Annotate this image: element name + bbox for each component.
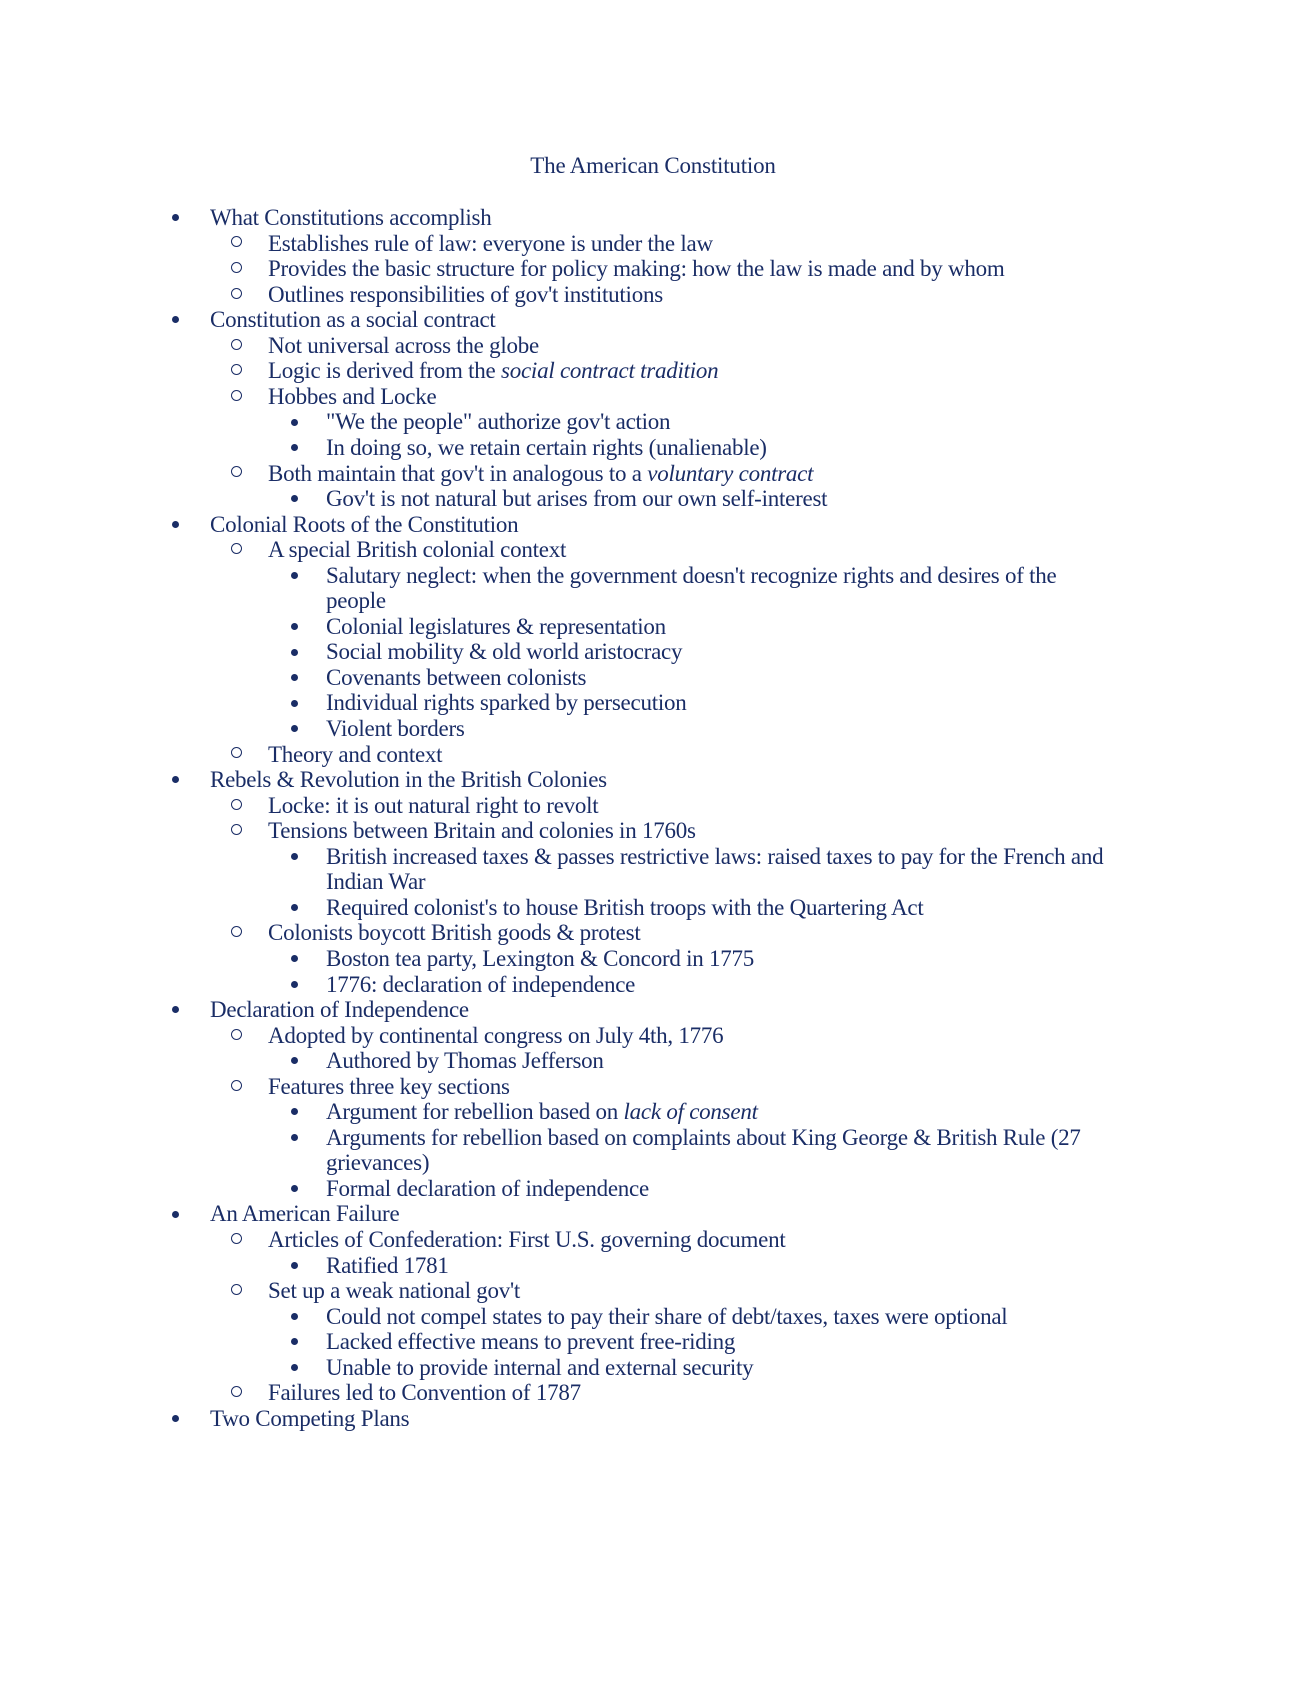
- bullet-icon: [284, 843, 304, 871]
- outline-item-plain-text: In doing so, we retain certain rights (unalienable): [326, 434, 767, 460]
- outline-item-text: [268, 1022, 723, 1050]
- outline-item-plain-text: Colonial Roots of the Constitution: [210, 511, 519, 537]
- outline-item-text: [326, 638, 682, 666]
- hollow-circle-bullet-icon: [226, 1226, 246, 1254]
- outline-item-text: [326, 971, 635, 999]
- outline-item-text: [326, 1354, 753, 1382]
- bullet-icon: [284, 613, 304, 641]
- outline-item-text: [268, 332, 539, 360]
- outline-item-plain-text: What Constitutions accomplish: [210, 205, 492, 230]
- outline-item-italic-text: lack of consent: [623, 1099, 758, 1125]
- outline-item-text: [268, 1226, 785, 1254]
- hollow-circle-bullet-icon: [226, 1379, 246, 1407]
- outline-item-text: [210, 1405, 409, 1433]
- outline-item-text: [326, 1252, 449, 1280]
- outline-item-plain-text: Outlines responsibilities of gov't institutions: [268, 281, 663, 307]
- outline-item-plain-text: An American Failure: [210, 1201, 400, 1227]
- outline-item-plain-text: grievances): [326, 1150, 430, 1176]
- bullet-icon: [165, 204, 185, 232]
- outline-item-plain-text: Establishes rule of law: everyone is under the law: [268, 230, 713, 256]
- outline-item-text: [268, 536, 566, 564]
- hollow-circle-bullet-icon: [226, 536, 246, 564]
- hollow-circle-bullet-icon: [226, 919, 246, 947]
- hollow-circle-bullet-icon: [226, 460, 246, 488]
- hollow-circle-bullet-icon: [226, 230, 246, 258]
- outline-item-text: [326, 562, 1057, 590]
- outline-item-plain-text: Formal declaration of independence: [326, 1175, 649, 1201]
- bullet-icon: [284, 1098, 304, 1126]
- outline-item-plain-text: British increased taxes & passes restrictive laws: raised taxes to pay for the French and: [326, 843, 1104, 869]
- bullet-icon: [284, 1303, 304, 1331]
- bullet-icon: [165, 996, 185, 1024]
- bullet-icon: [284, 1252, 304, 1280]
- outline-item-text: [326, 894, 923, 922]
- outline-item-plain-text: Individual rights sparked by persecution: [326, 690, 687, 716]
- outline-item-plain-text: Articles of Confederation: First U.S. governing document: [268, 1227, 786, 1252]
- outline-item-plain-text: Logic is derived from the: [268, 358, 502, 384]
- outline-item-plain-text: Lacked effective means to prevent free-riding: [326, 1329, 736, 1355]
- outline-item-text: [326, 1149, 429, 1177]
- hollow-circle-bullet-icon: [226, 281, 246, 309]
- outline-item-plain-text: Covenants between colonists: [326, 664, 587, 690]
- hollow-circle-bullet-icon: [226, 383, 246, 411]
- hollow-circle-bullet-icon: [226, 1073, 246, 1101]
- outline-item-text: [268, 281, 663, 309]
- hollow-circle-bullet-icon: [226, 1022, 246, 1050]
- outline-item-text: [326, 945, 754, 973]
- outline-item-text: [268, 230, 713, 258]
- outline-item-plain-text: Hobbes and Locke: [268, 383, 437, 409]
- outline-item-plain-text: Authored by Thomas Jefferson: [326, 1048, 604, 1074]
- bullet-icon: [165, 511, 185, 539]
- outline-item-plain-text: Colonial legislatures & representation: [326, 613, 666, 639]
- hollow-circle-bullet-icon: [226, 332, 246, 360]
- outline-item-plain-text: people: [326, 588, 386, 614]
- outline-item-plain-text: Features three key sections: [268, 1073, 510, 1099]
- bullet-icon: [284, 715, 304, 743]
- outline-item-plain-text: Locke: it is out natural right to revolt: [268, 792, 599, 818]
- outline-item-plain-text: Colonists boycott British goods & protest: [268, 920, 641, 946]
- bullet-icon: [165, 306, 185, 334]
- bullet-icon: [165, 766, 185, 794]
- outline-item-italic-text: social contract tradition: [501, 358, 719, 384]
- outline-item-plain-text: A special British colonial context: [268, 537, 567, 563]
- hollow-circle-bullet-icon: [226, 1277, 246, 1305]
- outline-item-text: [268, 741, 442, 769]
- outline-item-text: [326, 664, 586, 692]
- outline-item-text: [210, 996, 469, 1024]
- outline-item-plain-text: Argument for rebellion based on: [326, 1099, 624, 1125]
- outline-item-text: [210, 766, 607, 794]
- outline-item-text: [210, 1200, 399, 1228]
- outline-item-plain-text: Constitution as a social contract: [210, 307, 496, 333]
- outline-item-plain-text: Adopted by continental congress on July 4th, 1776: [268, 1022, 724, 1048]
- outline-item-plain-text: Salutary neglect: when the government doesn't recognize rights and desires of the: [326, 562, 1057, 588]
- bullet-icon: [284, 945, 304, 973]
- hollow-circle-bullet-icon: [226, 741, 246, 769]
- bullet-icon: [284, 1354, 304, 1382]
- outline-item-plain-text: Social mobility & old world aristocracy: [326, 639, 683, 665]
- outline-item-text: [268, 383, 436, 411]
- outline-item-text: [268, 1073, 510, 1101]
- outline-item-text: [326, 1303, 1007, 1331]
- bullet-icon: [284, 664, 304, 692]
- outline-item-text: [268, 817, 696, 845]
- bullet-icon: [284, 485, 304, 513]
- outline-item-text: [326, 1328, 735, 1356]
- bullet-icon: [284, 1175, 304, 1203]
- bullet-icon: [284, 434, 304, 462]
- outline-item-plain-text: Not universal across the globe: [268, 332, 539, 358]
- outline-item-italic-text: voluntary contract: [647, 460, 814, 486]
- outline-item-plain-text: Gov't is not natural but arises from our own self-interest: [326, 486, 828, 512]
- bullet-icon: [165, 1405, 185, 1433]
- outline-item-plain-text: Boston tea party, Lexington & Concord in 1775: [326, 945, 755, 971]
- outline-item-plain-text: 1776: declaration of independence: [326, 971, 636, 997]
- bullet-icon: [284, 1124, 304, 1152]
- hollow-circle-bullet-icon: [226, 255, 246, 283]
- outline-item-text: [210, 204, 492, 232]
- outline-item-plain-text: Violent borders: [326, 716, 465, 741]
- outline-item-plain-text: Both maintain that gov't in analogous to a: [268, 460, 648, 486]
- document-title: The American Constitution: [530, 153, 776, 178]
- outline-item-plain-text: Set up a weak national gov't: [268, 1278, 520, 1304]
- outline-item-text: [326, 408, 670, 436]
- outline-item-text: [268, 255, 1005, 283]
- outline-item-text: [326, 1175, 649, 1203]
- outline-item-plain-text: Unable to provide internal and external security: [326, 1354, 754, 1380]
- bullet-icon: [284, 971, 304, 999]
- bullet-icon: [165, 1200, 185, 1228]
- outline-item-plain-text: Indian War: [326, 869, 426, 895]
- bullet-icon: [284, 562, 304, 590]
- outline-item-text: [326, 613, 666, 641]
- bullet-icon: [284, 638, 304, 666]
- outline-item-text: [210, 306, 496, 334]
- outline-item-text: [268, 1379, 581, 1407]
- bullet-icon: [284, 689, 304, 717]
- outline-item-text: [326, 434, 767, 462]
- outline-item-text: [326, 868, 425, 896]
- bullet-icon: [284, 408, 304, 436]
- hollow-circle-bullet-icon: [226, 357, 246, 385]
- outline-item-plain-text: "We the people" authorize gov't action: [326, 409, 671, 435]
- outline-item-plain-text: Tensions between Britain and colonies in 1760s: [268, 818, 696, 844]
- outline-item-plain-text: Failures led to Convention of 1787: [268, 1380, 581, 1406]
- outline-item-text: [326, 689, 686, 717]
- outline-item-plain-text: Could not compel states to pay their share of debt/taxes, taxes were optional: [326, 1303, 1008, 1329]
- outline-item-plain-text: Two Competing Plans: [210, 1405, 410, 1431]
- outline-item-text: [326, 1124, 1081, 1152]
- outline-item-text: [326, 715, 465, 743]
- outline-item-text: [268, 919, 640, 947]
- outline-item-text: [326, 843, 1103, 871]
- outline-item-text: [326, 1047, 604, 1075]
- outline-item-plain-text: Theory and context: [268, 741, 443, 767]
- bullet-icon: [284, 1047, 304, 1075]
- bullet-icon: [284, 1328, 304, 1356]
- outline-item-text: [326, 1098, 758, 1126]
- outline-item-plain-text: Ratified 1781: [326, 1252, 449, 1278]
- outline-item-text: [326, 587, 386, 615]
- outline-item-text: [210, 511, 518, 539]
- outline-item-plain-text: Declaration of Independence: [210, 997, 469, 1023]
- hollow-circle-bullet-icon: [226, 817, 246, 845]
- bullet-icon: [284, 894, 304, 922]
- outline-item-text: [268, 1277, 520, 1305]
- outline-item-text: [268, 357, 718, 385]
- outline-item-text: [326, 485, 827, 513]
- outline-item-plain-text: Rebels & Revolution in the British Colonies: [210, 767, 607, 793]
- hollow-circle-bullet-icon: [226, 792, 246, 820]
- outline-item-plain-text: Required colonist's to house British troops with the Quartering Act: [326, 894, 924, 920]
- outline-item-text: [268, 460, 813, 488]
- outline-item-text: [268, 792, 598, 820]
- outline-item-plain-text: Provides the basic structure for policy making: how the law is made and by whom: [268, 256, 1005, 282]
- outline-item-plain-text: Arguments for rebellion based on complaints about King George & British Rule (27: [326, 1124, 1081, 1150]
